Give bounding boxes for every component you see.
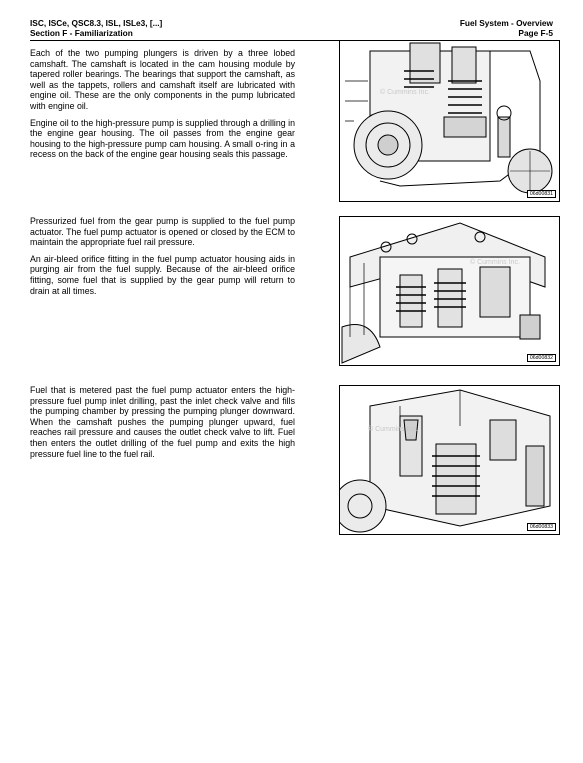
section-title: Section F - Familiarization: [30, 28, 133, 38]
pump-cutaway-drawing: [340, 217, 559, 365]
figure-pumping-chamber-illustration: [339, 385, 560, 535]
chapter-title: Fuel System - Overview: [459, 18, 553, 28]
running-header-left: [30, 18, 162, 38]
figure-fuel-pump-actuator-illustration: [339, 216, 560, 366]
paragraph: Fuel that is metered past the fuel pump actuator enters the high-pressure fuel pump inlet drilling, past the inlet check valve and fills the pumping chamber by pressing the pumping plunger downward. When the camshaft pushes the pumping plunger upward, fuel reaches rail pressure and causes the outlet check valve to lift. Fuel then enters the outlet drilling of the fuel pump and exits the high pressure fuel line to the fuel rail.: [30, 385, 295, 459]
pump-cutaway-drawing: [340, 41, 559, 201]
watermark: © Cummins Inc.: [380, 89, 430, 96]
text-block-camshaft: [30, 48, 295, 166]
engine-models-title: ISC, ISCe, QSC8.3, ISL, ISLe3, [...]: [30, 18, 163, 28]
pump-cutaway-drawing: [340, 386, 559, 534]
paragraph: Each of the two pumping plungers is driven by a three lobed camshaft. The camshaft is located in the cam housing module by tapered roller bearings. The bearings that support the camshaft, as well as the tappets, rollers and camshaft itself are lubricated with engine oil. These are the only components in the pump lubricated with engine oil.: [30, 48, 295, 111]
figure-id: 06d00832: [527, 354, 556, 362]
paragraph: Engine oil to the high-pressure pump is supplied through a drilling in the engine gear housing. The oil passes from the engine gear housing to the high-pressure pump cam housing. A small o-ring in a recess on the back of the engine gear housing seals this passage.: [30, 117, 295, 160]
watermark: © Cummins Inc.: [470, 259, 520, 266]
figure-id: 06d00833: [527, 523, 556, 531]
paragraph: An air-bleed orifice fitting in the fuel pump actuator housing aids in purging air from the fuel supply. Because of the air-bleed orifice fitting, some fuel that is supplied by the gear pump will return to drain at all times.: [30, 253, 295, 296]
watermark: © Cummins Inc.: [368, 426, 418, 433]
text-block-fuel-pump-actuator: [30, 216, 295, 302]
figure-cam-housing-illustration: [339, 40, 560, 202]
running-header-right: [460, 18, 553, 38]
page-number: Page F-5: [518, 28, 553, 38]
paragraph: Pressurized fuel from the gear pump is supplied to the fuel pump actuator. The fuel pump actuator is opened or closed by the ECM to maintain the appropriate fuel rail pressure.: [30, 216, 295, 248]
figure-id: 06d00831: [527, 190, 556, 198]
text-block-pumping-chamber: [30, 385, 295, 465]
